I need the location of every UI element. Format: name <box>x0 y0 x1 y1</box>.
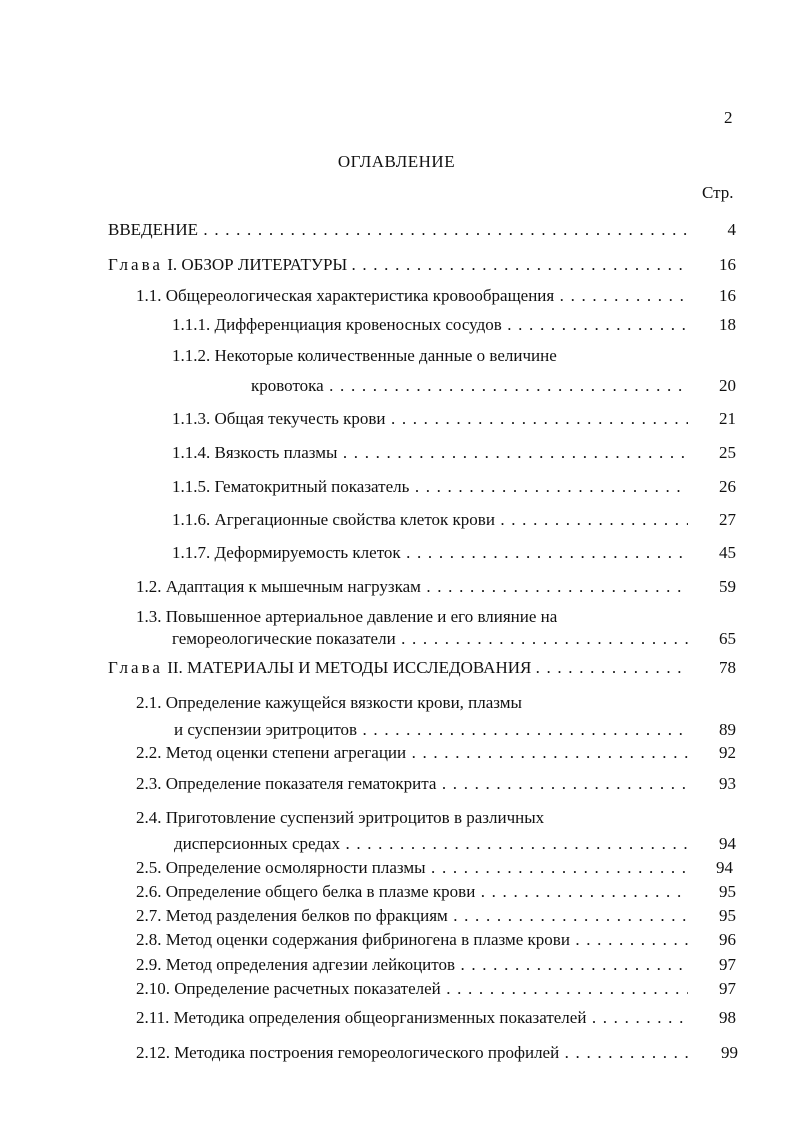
toc-entry-page: 4 <box>727 220 736 239</box>
page-column-label: Стр. <box>702 183 734 202</box>
toc-entry-continuation: гемореологические показатели . . . <box>172 629 688 649</box>
toc-entry <box>0 376 793 398</box>
toc-entry-label: I. ОБЗОР ЛИТЕРАТУРЫ <box>167 255 348 274</box>
toc-entry <box>0 882 793 904</box>
page-title: ОГЛАВЛЕНИЕ <box>337 152 456 171</box>
toc-entry-continuation: кровотока . . . <box>251 376 688 396</box>
toc-entry-page: 99 <box>721 1043 738 1062</box>
page-number: 2 <box>724 108 733 127</box>
toc-entry-label: 2.6. Определение общего белка в плазме крови . . . <box>136 882 688 902</box>
toc-entry-page: 78 <box>719 658 736 677</box>
toc-entry-page: 95 <box>719 882 736 901</box>
toc-entry-continuation: дисперсионных средах . . . <box>174 834 688 854</box>
toc-entry-label: 1.1.2. Некоторые количественные данные о величине <box>172 346 557 365</box>
toc-entry-page: 16 <box>719 255 736 274</box>
toc-chapter <box>0 658 793 680</box>
toc-entry-label: ВВЕДЕНИЕ . . . <box>108 220 688 240</box>
toc-entry-label: 2.11. Методика определения общеорганизменных показателей . . . <box>136 1008 688 1028</box>
toc-entry <box>0 858 793 880</box>
toc-entry-page: 94 <box>719 834 736 853</box>
toc-entry <box>0 774 793 796</box>
toc-entry-label: 1.1.1. Дифференциация кровеносных сосудов . . . <box>172 315 688 335</box>
toc-entry-page: 27 <box>719 510 736 529</box>
toc-entry-page: 26 <box>719 477 736 496</box>
toc-entry-label: 2.12. Методика построения гемореологического профилей . . . <box>136 1043 688 1063</box>
toc-entry-page: 94 <box>716 858 733 877</box>
toc-entry-label: 2.9. Метод определения адгезии лейкоцитов . . . <box>136 955 688 975</box>
toc-entry <box>0 443 793 465</box>
toc-entry <box>0 906 793 928</box>
toc-chapter-prefix: Глава <box>108 658 163 677</box>
toc-entry-label: 2.5. Определение осмолярности плазмы . . . <box>136 858 688 878</box>
toc-entry-label: 2.7. Метод разделения белков по фракциям . . . <box>136 906 688 926</box>
toc-entry <box>0 1008 793 1030</box>
toc-entry-page: 92 <box>719 743 736 762</box>
toc-entry-label: 2.8. Метод оценки содержания фибриногена в плазме крови . . . <box>136 930 688 950</box>
toc-entry-page: 95 <box>719 906 736 925</box>
toc-entry-label: 1.3. Повышенное артериальное давление и его влияние на <box>136 607 558 626</box>
toc-entry <box>0 220 793 242</box>
toc-entry <box>0 315 793 337</box>
toc-entry-continuation: и суспензии эритроцитов . . . <box>174 720 688 740</box>
toc-entry <box>0 834 793 856</box>
toc-entry-page: 20 <box>719 376 736 395</box>
toc-entry-page: 89 <box>719 720 736 739</box>
toc-entry-label: 1.1.6. Агрегационные свойства клеток крови . . . <box>172 510 688 530</box>
toc-entry <box>0 286 793 308</box>
toc-entry-label: 2.2. Метод оценки степени агрегации . . . <box>136 743 688 763</box>
toc-entry-label: 2.4. Приготовление суспензий эритроцитов в различных <box>136 808 545 827</box>
toc-entry-label: 2.3. Определение показателя гематокрита . . . <box>136 774 688 794</box>
toc-entry <box>0 510 793 532</box>
toc-entry-label: 1.2. Адаптация к мышечным нагрузкам . . . <box>136 577 688 597</box>
toc-entry <box>0 955 793 977</box>
toc-entry <box>0 477 793 499</box>
toc-entry-label: 2.10. Определение расчетных показателей . . . <box>136 979 688 999</box>
toc-entry-label: 2.1. Определение кажущейся вязкости крови, плазмы <box>136 693 522 712</box>
toc-entry-page: 18 <box>719 315 736 334</box>
toc-entry <box>0 577 793 599</box>
toc-entry <box>0 629 793 651</box>
toc-entry-page: 65 <box>719 629 736 648</box>
toc-entry <box>0 930 793 952</box>
toc-entry-page: 21 <box>719 409 736 428</box>
toc-entry-page: 16 <box>719 286 736 305</box>
toc-entry-label: II. МАТЕРИАЛЫ И МЕТОДЫ ИССЛЕДОВАНИЯ <box>167 658 532 677</box>
toc-entry-page: 45 <box>719 543 736 562</box>
toc-entry-label: 1.1.4. Вязкость плазмы . . . <box>172 443 688 463</box>
toc-entry-label: 1.1. Общереологическая характеристика кровообращения . . . <box>136 286 688 306</box>
toc-entry-page: 97 <box>719 955 736 974</box>
toc-chapter <box>0 255 793 277</box>
toc-entry <box>0 543 793 565</box>
toc-entry <box>0 979 793 1001</box>
toc-entry-page: 98 <box>719 1008 736 1027</box>
toc-entry <box>0 743 793 765</box>
toc-entry <box>0 1043 793 1065</box>
toc-chapter-prefix: Глава <box>108 255 163 274</box>
toc-entry-page: 93 <box>719 774 736 793</box>
toc-entry-label: 1.1.7. Деформируемость клеток . . . <box>172 543 688 563</box>
toc-entry <box>0 720 793 742</box>
toc-entry-label: 1.1.3. Общая текучесть крови . . . <box>172 409 688 429</box>
toc-entry-page: 25 <box>719 443 736 462</box>
toc-entry-page: 96 <box>719 930 736 949</box>
toc-entry-label: 1.1.5. Гематокритный показатель . . . <box>172 477 688 497</box>
toc-entry-page: 97 <box>719 979 736 998</box>
toc-entry-page: 59 <box>719 577 736 596</box>
toc-entry <box>0 409 793 431</box>
